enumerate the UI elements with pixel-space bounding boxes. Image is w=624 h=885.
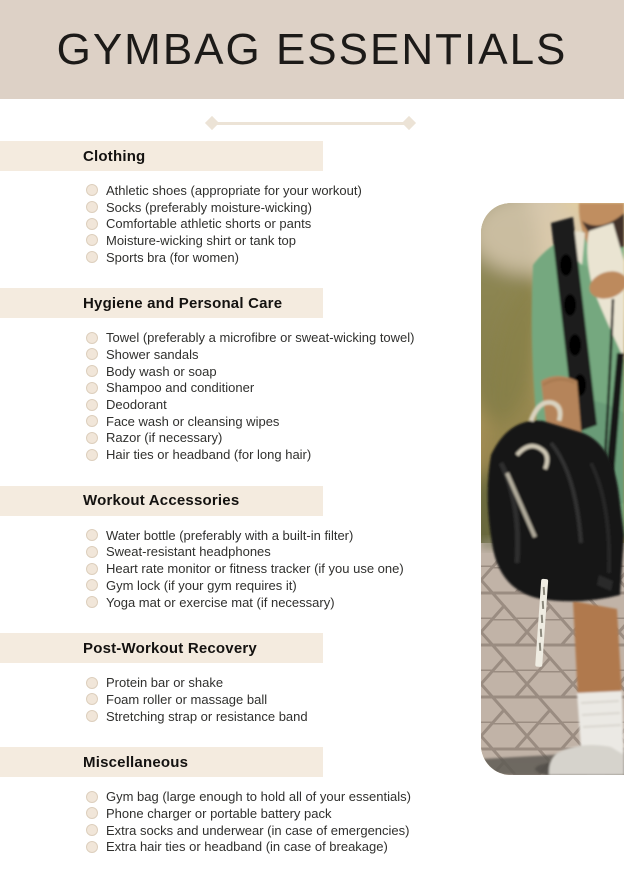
checkbox-circle-icon: [86, 596, 98, 608]
checklist-item: [0, 363, 480, 380]
checkbox-circle-icon: [86, 234, 98, 246]
checklist-item: [0, 446, 480, 463]
checkbox-circle-icon: [86, 332, 98, 344]
section-header-bar: [0, 486, 323, 516]
checkbox-circle-icon: [86, 824, 98, 836]
diamond-icon: [402, 116, 416, 130]
section-header-bar: [0, 633, 323, 663]
checkbox-circle-icon: [86, 449, 98, 461]
gym-bag-photo: [481, 203, 624, 775]
checklist-item-label: Comfortable athletic shorts or pants: [106, 216, 312, 232]
checkbox-circle-icon: [86, 365, 98, 377]
checklist-item: [0, 232, 480, 249]
checklist-item-label: Body wash or soap: [106, 363, 217, 379]
checklist-item-label: Athletic shoes (appropriate for your workout): [106, 182, 362, 198]
checklist-item: [0, 577, 480, 594]
checkbox-circle-icon: [86, 399, 98, 411]
section: [0, 288, 480, 463]
checkbox-circle-icon: [86, 382, 98, 394]
checkbox-circle-icon: [86, 677, 98, 689]
checklist-item: [0, 805, 480, 822]
divider-line: [214, 122, 407, 125]
checklist-item-label: Extra hair ties or headband (in case of breakage): [106, 839, 388, 855]
section-title: Post-Workout Recovery: [83, 639, 257, 657]
checklist: [0, 141, 480, 878]
section-header-bar: [0, 141, 323, 171]
header-band: [0, 0, 624, 99]
checklist-item: [0, 182, 480, 199]
checkbox-circle-icon: [86, 432, 98, 444]
checklist-item: [0, 560, 480, 577]
page-title: GYMBAG ESSENTIALS: [56, 24, 568, 74]
checklist-item-label: Yoga mat or exercise mat (if necessary): [106, 594, 335, 610]
section-title: Miscellaneous: [83, 753, 189, 771]
checklist-item: [0, 544, 480, 561]
checklist-item-label: Phone charger or portable battery pack: [106, 805, 332, 821]
section-title: Hygiene and Personal Care: [83, 294, 283, 312]
checkbox-circle-icon: [86, 791, 98, 803]
checklist-item: [0, 788, 480, 805]
checklist-item-label: Water bottle (preferably with a built-in filter): [106, 527, 354, 543]
checklist-item: [0, 346, 480, 363]
section: [0, 633, 480, 724]
checklist-item: [0, 822, 480, 839]
checklist-item: [0, 249, 480, 266]
checkbox-circle-icon: [86, 563, 98, 575]
checklist-item-label: Gym lock (if your gym requires it): [106, 577, 297, 593]
checklist-item: [0, 527, 480, 544]
checkbox-circle-icon: [86, 184, 98, 196]
checklist-item-label: Shampoo and conditioner: [106, 380, 255, 396]
checklist-item: [0, 199, 480, 216]
checklist-item: [0, 594, 480, 611]
checklist-item-label: Extra socks and underwear (in case of emergencies): [106, 822, 410, 838]
checkbox-circle-icon: [86, 579, 98, 591]
checklist-item: [0, 708, 480, 725]
section-header-bar: [0, 288, 323, 318]
checklist-item: [0, 674, 480, 691]
checklist-item: [0, 380, 480, 397]
checklist-item: [0, 430, 480, 447]
checklist-item: [0, 329, 480, 346]
checklist-item: [0, 839, 480, 856]
diamond-icon: [205, 116, 219, 130]
checkbox-circle-icon: [86, 841, 98, 853]
checklist-item: [0, 396, 480, 413]
checklist-item: [0, 413, 480, 430]
checklist-item-label: Foam roller or massage ball: [106, 691, 268, 707]
checkbox-circle-icon: [86, 710, 98, 722]
checklist-item-label: Deodorant: [106, 397, 167, 413]
checklist-item-label: Protein bar or shake: [106, 675, 224, 691]
checkbox-circle-icon: [86, 251, 98, 263]
checklist-item-label: Razor (if necessary): [106, 430, 223, 446]
section: [0, 747, 480, 855]
checklist-item-label: Moisture-wicking shirt or tank top: [106, 232, 297, 248]
checkbox-circle-icon: [86, 529, 98, 541]
checklist-item-label: Heart rate monitor or fitness tracker (if you use one): [106, 561, 404, 577]
checklist-item-label: Gym bag (large enough to hold all of your essentials): [106, 789, 411, 805]
section-header-bar: [0, 747, 323, 777]
decorative-divider: [207, 117, 414, 129]
checkbox-circle-icon: [86, 546, 98, 558]
checkbox-circle-icon: [86, 693, 98, 705]
checklist-item-label: Sweat-resistant headphones: [106, 544, 271, 560]
checklist-item-label: Stretching strap or resistance band: [106, 708, 308, 724]
checklist-item-label: Sports bra (for women): [106, 249, 239, 265]
checklist-item: [0, 215, 480, 232]
checkbox-circle-icon: [86, 415, 98, 427]
checklist-item: [0, 691, 480, 708]
checkbox-circle-icon: [86, 807, 98, 819]
section-title: Clothing: [83, 147, 146, 165]
checklist-item-label: Shower sandals: [106, 346, 199, 362]
checklist-item-label: Towel (preferably a microfibre or sweat-wicking towel): [106, 330, 415, 346]
checkbox-circle-icon: [86, 201, 98, 213]
section: [0, 486, 480, 610]
checklist-item-label: Hair ties or headband (for long hair): [106, 447, 312, 463]
checkbox-circle-icon: [86, 218, 98, 230]
checklist-item-label: Face wash or cleansing wipes: [106, 413, 280, 429]
checklist-item-label: Socks (preferably moisture-wicking): [106, 199, 312, 215]
section-title: Workout Accessories: [83, 492, 240, 510]
checkbox-circle-icon: [86, 348, 98, 360]
section: [0, 141, 480, 265]
